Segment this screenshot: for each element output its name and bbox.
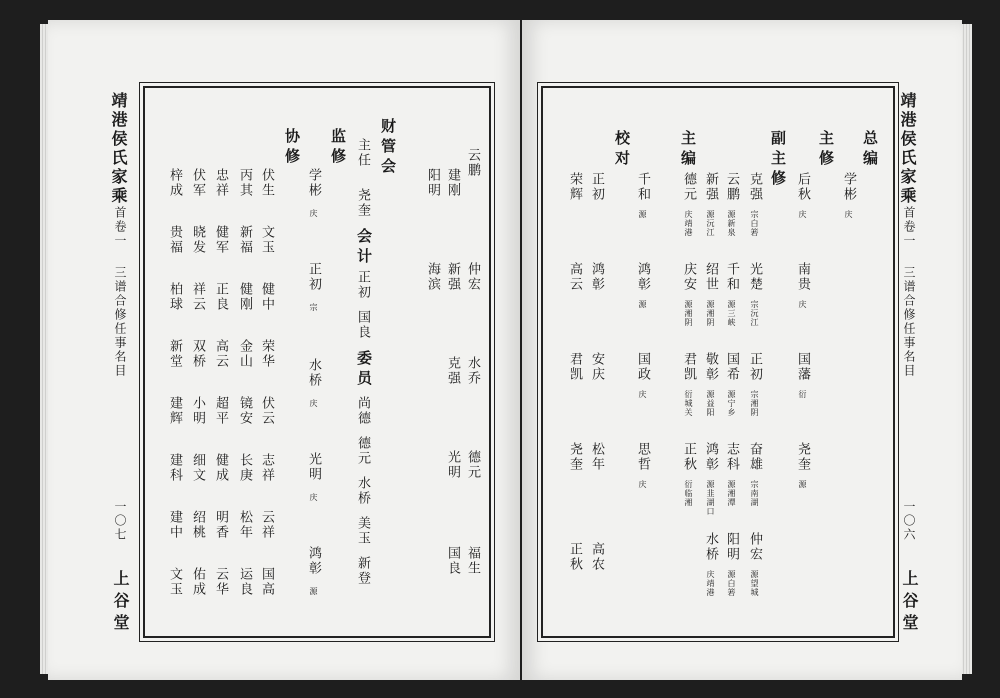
left-person-name: 文玉 (167, 567, 182, 597)
right-annotation: 源益阳 (706, 390, 715, 417)
left-person-name: 金山 (237, 339, 252, 369)
left-section-title: 三谱合修任事名目 (113, 266, 127, 378)
left-person-name: 尧奎 (355, 188, 370, 218)
right-annotation: 衍 (798, 390, 807, 399)
right-person-name: 荣辉 (567, 172, 582, 202)
left-person-name: 光明 (445, 450, 460, 480)
left-person-name: 正良 (213, 282, 228, 312)
left-person-name: 云祥 (259, 510, 274, 540)
right-annotation: 庆 (638, 390, 647, 399)
left-person-name: 明香 (213, 510, 228, 540)
right-person-name: 正秋 (681, 442, 696, 472)
right-role-heading: 副主修 (769, 130, 787, 190)
right-person-name: 正初 (589, 172, 604, 202)
right-person-name: 千和 (635, 172, 650, 202)
right-person-name: 正初 (747, 352, 762, 382)
left-person-name: 高云 (213, 339, 228, 369)
right-person-name: 奋雄 (747, 442, 762, 472)
right-annotation: 源 (798, 480, 807, 489)
right-person-name: 后秋 (795, 172, 810, 202)
right-annotation: 庆 (844, 210, 853, 219)
left-role-heading: 财管会 (379, 118, 397, 178)
right-annotation: 源湘阴 (684, 300, 693, 327)
left-person-name: 健刚 (237, 282, 252, 312)
left-person-name: 新强 (445, 262, 460, 292)
left-person-name: 绍桃 (190, 510, 205, 540)
left-person-name: 国良 (355, 310, 370, 340)
right-annotation: 庆 (638, 480, 647, 489)
left-person-name: 福生 (465, 546, 480, 576)
left-person-name: 健军 (213, 225, 228, 255)
left-annotation: 源 (309, 587, 318, 596)
left-person-name: 贵福 (167, 225, 182, 255)
right-person-name: 国希 (724, 352, 739, 382)
left-person-name: 尚德 (355, 396, 370, 426)
left-annotation: 庆 (309, 399, 318, 408)
right-person-name: 水桥 (703, 532, 718, 562)
left-person-name: 建刚 (445, 168, 460, 198)
right-annotation: 源湘阴 (706, 300, 715, 327)
right-person-name: 绍世 (703, 262, 718, 292)
left-person-name: 志祥 (259, 453, 274, 483)
left-publisher: 上谷堂 (111, 570, 130, 636)
left-page-number: 一〇七 (113, 500, 127, 542)
left-person-name: 柏球 (167, 282, 182, 312)
right-person-name: 阳明 (724, 532, 739, 562)
right-person-name: 鸿彰 (589, 262, 604, 292)
left-person-name: 伏云 (259, 396, 274, 426)
left-role-heading: 监修 (329, 128, 347, 168)
left-volume: 首卷一 (113, 206, 127, 248)
right-person-name: 松年 (589, 442, 604, 472)
right-annotation: 宗南湖 (750, 480, 759, 507)
right-annotation: 源沅江 (706, 210, 715, 237)
left-person-name: 云华 (213, 567, 228, 597)
right-annotation: 衍临湘 (684, 480, 693, 507)
right-person-name: 仲宏 (747, 532, 762, 562)
right-annotation: 源白箬 (727, 570, 736, 597)
right-person-name: 克强 (747, 172, 762, 202)
right-book-title: 靖港侯氏家乘 (898, 92, 917, 206)
right-person-name: 正秋 (567, 542, 582, 572)
left-person-name: 荣华 (259, 339, 274, 369)
right-person-name: 庆安 (681, 262, 696, 292)
left-person-name: 光明 (306, 452, 321, 482)
right-person-name: 国藩 (795, 352, 810, 382)
left-person-name: 水桥 (355, 476, 370, 506)
right-annotation: 源新泉 (727, 210, 736, 237)
right-annotation: 宗沅江 (750, 300, 759, 327)
left-person-name: 学彬 (306, 168, 321, 198)
left-person-name: 正初 (306, 262, 321, 292)
right-annotation: 源望城 (750, 570, 759, 597)
right-annotation: 衍城关 (684, 390, 693, 417)
left-person-name: 梓成 (167, 168, 182, 198)
left-person-name: 克强 (445, 356, 460, 386)
left-person-name: 国高 (259, 567, 274, 597)
left-person-name: 新堂 (167, 339, 182, 369)
right-role-heading: 总编 (861, 130, 879, 170)
left-person-name: 阳明 (425, 168, 440, 198)
left-role-heading: 协修 (283, 128, 301, 168)
right-publisher: 上谷堂 (900, 570, 919, 636)
right-person-name: 安庆 (589, 352, 604, 382)
right-person-name: 君凯 (567, 352, 582, 382)
left-person-name: 云鹏 (465, 148, 480, 178)
left-person-name: 水桥 (306, 358, 321, 388)
right-role-heading: 主编 (679, 130, 697, 170)
left-person-name: 新福 (237, 225, 252, 255)
left-person-name: 国良 (445, 546, 460, 576)
left-person-name: 运良 (237, 567, 252, 597)
left-person-name: 伏生 (259, 168, 274, 198)
right-annotation: 源三峡 (727, 300, 736, 327)
left-person-name: 鸿彰 (306, 546, 321, 576)
right-volume: 首卷一 (902, 206, 916, 248)
right-role-heading: 主修 (817, 130, 835, 170)
left-person-name: 佑成 (190, 567, 205, 597)
right-person-name: 尧奎 (795, 442, 810, 472)
right-section-title: 三谱合修任事名目 (902, 266, 916, 378)
left-person-name: 伏军 (190, 168, 205, 198)
right-annotation: 庆靖港 (706, 570, 715, 597)
left-person-name: 祥云 (190, 282, 205, 312)
left-person-name: 德元 (465, 450, 480, 480)
right-annotation: 源 (638, 300, 647, 309)
right-person-name: 高农 (589, 542, 604, 572)
left-person-name: 德元 (355, 436, 370, 466)
right-person-name: 君凯 (681, 352, 696, 382)
right-annotation: 宗湘阴 (750, 390, 759, 417)
left-book-title: 靖港侯氏家乘 (109, 92, 128, 206)
right-person-name: 鸿彰 (635, 262, 650, 292)
left-person-name: 细文 (190, 453, 205, 483)
left-annotation: 庆 (309, 493, 318, 502)
right-annotation: 庆靖港 (684, 210, 693, 237)
left-person-name: 晓发 (190, 225, 205, 255)
left-person-name: 镜安 (237, 396, 252, 426)
right-person-name: 高云 (567, 262, 582, 292)
left-person-name: 仲宏 (465, 262, 480, 292)
left-role-heading: 会计 (355, 228, 373, 268)
right-person-name: 鸿彰 (703, 442, 718, 472)
left-person-name: 超平 (213, 396, 228, 426)
right-annotation: 源 (638, 210, 647, 219)
right-page-number: 一〇六 (902, 500, 916, 542)
right-person-name: 新强 (703, 172, 718, 202)
right-annotation: 宗白箬 (750, 210, 759, 237)
right-person-name: 学彬 (841, 172, 856, 202)
left-person-name: 建中 (167, 510, 182, 540)
right-person-name: 敬彰 (703, 352, 718, 382)
left-role-heading: 委员 (355, 350, 373, 390)
left-person-name: 新登 (355, 556, 370, 586)
left-person-name: 双桥 (190, 339, 205, 369)
left-person-name: 正初 (355, 270, 370, 300)
left-person-name: 建科 (167, 453, 182, 483)
right-annotation: 源湘潭 (727, 480, 736, 507)
left-person-name: 文玉 (259, 225, 274, 255)
right-person-name: 德元 (681, 172, 696, 202)
right-annotation: 源宁乡 (727, 390, 736, 417)
right-person-name: 云鹏 (724, 172, 739, 202)
left-person-name: 忠祥 (213, 168, 228, 198)
left-annotation: 庆 (309, 209, 318, 218)
right-annotation: 庆 (798, 300, 807, 309)
right-person-name: 千和 (724, 262, 739, 292)
left-person-name: 海滨 (425, 262, 440, 292)
left-person-name: 丙其 (237, 168, 252, 198)
left-person-name: 主任 (355, 138, 370, 168)
right-annotation: 庆 (798, 210, 807, 219)
left-person-name: 松年 (237, 510, 252, 540)
left-person-name: 小明 (190, 396, 205, 426)
left-person-name: 建辉 (167, 396, 182, 426)
right-person-name: 国政 (635, 352, 650, 382)
left-person-name: 健成 (213, 453, 228, 483)
right-person-name: 尧奎 (567, 442, 582, 472)
right-person-name: 南贵 (795, 262, 810, 292)
right-person-name: 思哲 (635, 442, 650, 472)
right-role-heading: 校对 (613, 130, 631, 170)
left-person-name: 长庚 (237, 453, 252, 483)
right-person-name: 志科 (724, 442, 739, 472)
right-annotation: 源韭湖口 (706, 480, 715, 516)
left-person-name: 健中 (259, 282, 274, 312)
left-person-name: 美玉 (355, 516, 370, 546)
left-person-name: 水乔 (465, 356, 480, 386)
left-annotation: 宗 (309, 303, 318, 312)
right-person-name: 光楚 (747, 262, 762, 292)
